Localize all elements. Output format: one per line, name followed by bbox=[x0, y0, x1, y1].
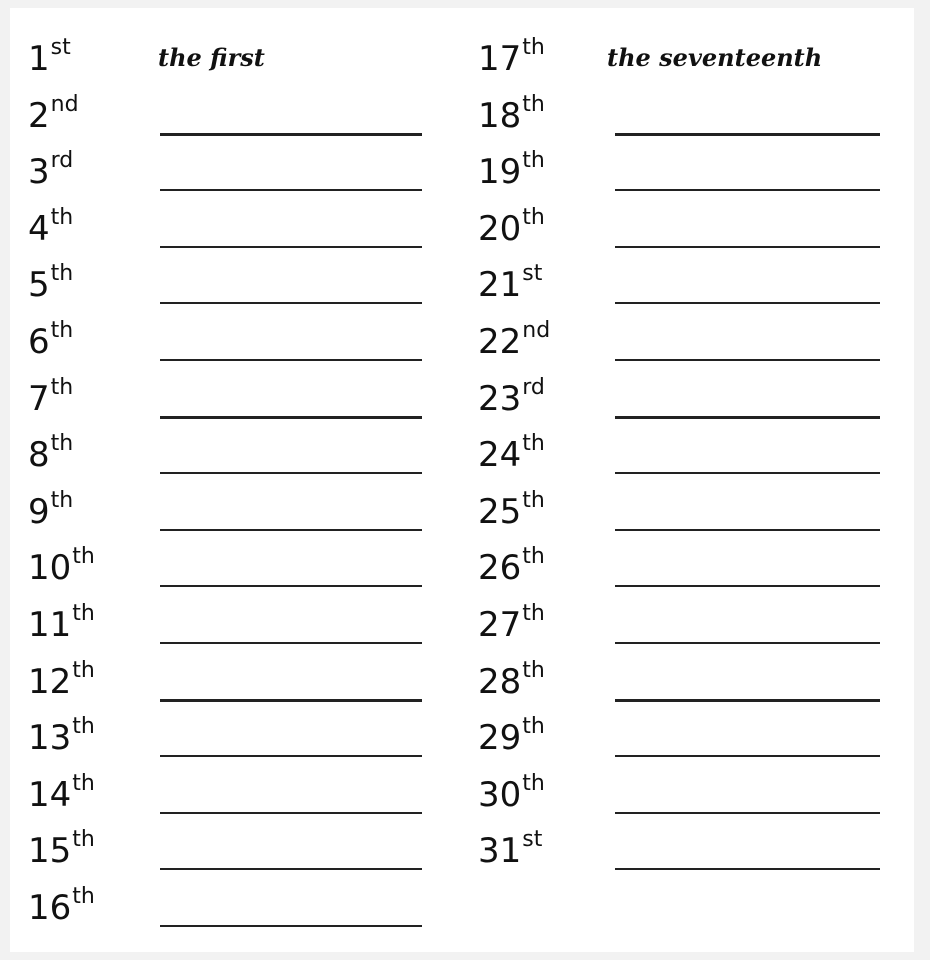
ordinal-suffix: th bbox=[522, 544, 545, 570]
ordinal-number: 26 bbox=[478, 548, 522, 589]
ordinal-suffix: th bbox=[50, 261, 74, 287]
ordinal-label bbox=[478, 91, 545, 136]
ordinal-number: 16 bbox=[28, 888, 72, 928]
ordinal-number: 2 bbox=[28, 95, 50, 136]
ordinal-suffix: th bbox=[50, 374, 74, 400]
ordinal-suffix: th bbox=[72, 544, 95, 570]
answer-blank-line[interactable] bbox=[160, 302, 422, 304]
answer-blank-line[interactable] bbox=[615, 133, 880, 136]
ordinal-suffix: th bbox=[50, 487, 74, 513]
ordinal-number: 12 bbox=[28, 661, 72, 702]
ordinal-suffix: th bbox=[72, 657, 95, 683]
ordinal-label bbox=[478, 714, 545, 759]
ordinal-number: 17 bbox=[478, 39, 522, 79]
ordinal-number: 29 bbox=[478, 718, 522, 759]
ordinal-suffix: rd bbox=[50, 148, 74, 174]
ordinal-suffix: st bbox=[50, 35, 71, 60]
ordinal-number: 25 bbox=[478, 491, 522, 532]
ordinal-label bbox=[478, 544, 545, 589]
ordinal-number: 24 bbox=[478, 435, 522, 476]
answer-blank-line[interactable] bbox=[160, 642, 422, 644]
ordinal-label bbox=[28, 318, 74, 362]
ordinal-number: 18 bbox=[478, 95, 522, 136]
ordinal-suffix: th bbox=[522, 91, 545, 117]
ordinal-suffix: th bbox=[72, 601, 95, 626]
ordinal-suffix: th bbox=[50, 204, 74, 230]
ordinal-number: 9 bbox=[28, 491, 50, 532]
answer-blank-line[interactable] bbox=[160, 246, 422, 248]
answer-blank-line[interactable] bbox=[615, 529, 880, 531]
ordinal-label bbox=[478, 204, 545, 249]
ordinal-label bbox=[28, 657, 95, 702]
ordinal-number: 31 bbox=[478, 831, 522, 872]
ordinal-number: 19 bbox=[478, 152, 522, 193]
ordinal-number: 8 bbox=[28, 435, 50, 476]
ordinal-label bbox=[478, 318, 551, 362]
answer-blank-line[interactable] bbox=[160, 472, 422, 474]
ordinal-suffix: st bbox=[522, 261, 543, 287]
ordinal-label bbox=[28, 374, 74, 419]
ordinal-number: 5 bbox=[28, 265, 50, 306]
ordinal-suffix: th bbox=[522, 601, 545, 626]
answer-blank-line[interactable] bbox=[160, 699, 422, 702]
ordinal-label bbox=[28, 770, 95, 815]
ordinal-number: 11 bbox=[28, 605, 72, 645]
ordinal-suffix: th bbox=[522, 431, 545, 457]
ordinal-number: 14 bbox=[28, 774, 72, 815]
ordinal-label bbox=[478, 431, 545, 476]
ordinal-label bbox=[478, 374, 545, 419]
ordinal-suffix: th bbox=[522, 714, 545, 740]
ordinal-label bbox=[28, 714, 95, 759]
ordinal-suffix: th bbox=[72, 714, 95, 740]
answer-blank-line[interactable] bbox=[160, 585, 422, 587]
ordinal-suffix: th bbox=[72, 884, 95, 909]
ordinal-number: 10 bbox=[28, 548, 72, 589]
answer-blank-line[interactable] bbox=[160, 755, 422, 757]
ordinal-number: 15 bbox=[28, 831, 72, 872]
ordinal-number: 4 bbox=[28, 208, 50, 249]
ordinal-label bbox=[28, 431, 74, 476]
ordinal-suffix: th bbox=[522, 35, 545, 60]
ordinal-suffix: th bbox=[522, 148, 545, 174]
ordinal-label bbox=[28, 148, 74, 193]
ordinal-number: 28 bbox=[478, 661, 522, 702]
ordinal-number: 7 bbox=[28, 378, 50, 419]
ordinal-number: 30 bbox=[478, 774, 522, 815]
ordinal-suffix: th bbox=[522, 770, 545, 796]
ordinal-suffix: th bbox=[522, 657, 545, 683]
ordinal-label bbox=[478, 601, 545, 645]
ordinal-label bbox=[28, 601, 95, 645]
ordinal-label bbox=[478, 770, 545, 815]
answer-blank-line[interactable] bbox=[615, 246, 880, 248]
ordinal-label bbox=[478, 35, 545, 79]
ordinal-label bbox=[478, 148, 545, 193]
ordinal-suffix: nd bbox=[50, 91, 79, 117]
ordinal-label bbox=[478, 827, 543, 872]
ordinal-number: 20 bbox=[478, 208, 522, 249]
ordinal-number: 27 bbox=[478, 605, 522, 645]
answer-blank-line[interactable] bbox=[160, 359, 422, 361]
answer-blank-line[interactable] bbox=[615, 189, 880, 191]
ordinal-label bbox=[28, 261, 74, 306]
answer-blank-line[interactable] bbox=[160, 868, 422, 870]
ordinal-label bbox=[28, 91, 79, 136]
example-answer: the seventeenth bbox=[607, 43, 823, 72]
answer-blank-line[interactable] bbox=[615, 812, 880, 814]
ordinal-number: 6 bbox=[28, 322, 50, 362]
ordinal-label bbox=[28, 35, 71, 79]
answer-blank-line[interactable] bbox=[615, 302, 880, 304]
example-answer: the first bbox=[158, 43, 265, 72]
answer-blank-line[interactable] bbox=[160, 133, 422, 136]
answer-blank-line[interactable] bbox=[160, 189, 422, 191]
answer-blank-line[interactable] bbox=[615, 642, 880, 644]
answer-blank-line[interactable] bbox=[615, 585, 880, 587]
ordinal-number: 23 bbox=[478, 378, 522, 419]
ordinal-label bbox=[28, 487, 74, 532]
ordinal-label bbox=[28, 827, 95, 872]
ordinal-label bbox=[28, 204, 74, 249]
answer-blank-line[interactable] bbox=[615, 699, 880, 702]
ordinal-suffix: th bbox=[50, 431, 74, 457]
ordinal-suffix: nd bbox=[522, 318, 551, 343]
ordinal-suffix: th bbox=[72, 770, 95, 796]
ordinal-label bbox=[478, 657, 545, 702]
ordinal-number: 1 bbox=[28, 39, 50, 79]
ordinal-label bbox=[478, 487, 545, 532]
ordinal-numbers-worksheet bbox=[10, 8, 914, 952]
answer-blank-line[interactable] bbox=[160, 812, 422, 814]
answer-blank-line[interactable] bbox=[615, 755, 880, 757]
answer-blank-line[interactable] bbox=[615, 359, 880, 361]
ordinal-number: 21 bbox=[478, 265, 522, 306]
ordinal-suffix: th bbox=[522, 487, 545, 513]
ordinal-suffix: st bbox=[522, 827, 543, 853]
ordinal-label bbox=[28, 884, 95, 928]
ordinal-suffix: th bbox=[522, 204, 545, 230]
answer-blank-line[interactable] bbox=[615, 416, 880, 419]
ordinal-number: 3 bbox=[28, 152, 50, 193]
answer-blank-line[interactable] bbox=[160, 925, 422, 927]
ordinal-suffix: rd bbox=[522, 374, 545, 400]
ordinal-number: 22 bbox=[478, 322, 522, 362]
ordinal-number: 13 bbox=[28, 718, 72, 759]
ordinal-label bbox=[478, 261, 543, 306]
ordinal-suffix: th bbox=[72, 827, 95, 853]
answer-blank-line[interactable] bbox=[160, 529, 422, 531]
answer-blank-line[interactable] bbox=[160, 416, 422, 419]
answer-blank-line[interactable] bbox=[615, 868, 880, 870]
ordinal-label bbox=[28, 544, 95, 589]
ordinal-suffix: th bbox=[50, 318, 74, 343]
answer-blank-line[interactable] bbox=[615, 472, 880, 474]
